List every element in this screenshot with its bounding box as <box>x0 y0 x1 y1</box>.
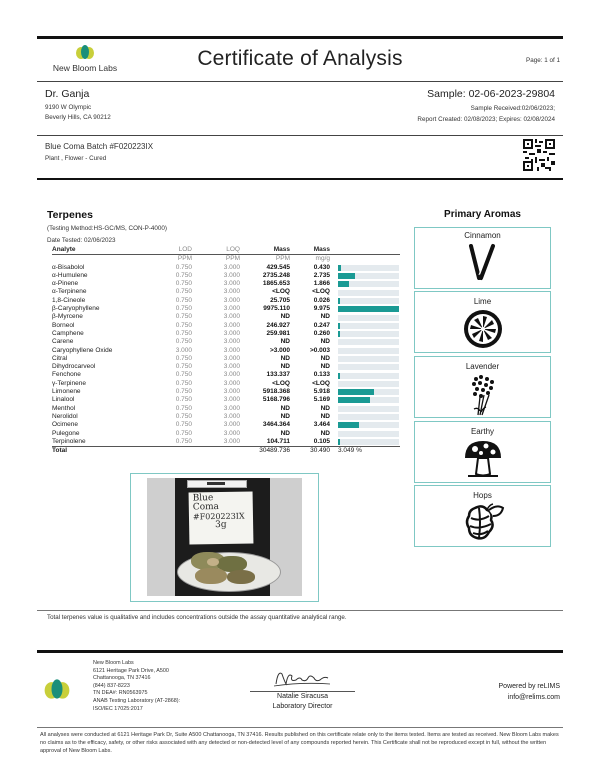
bar-fill <box>338 265 341 271</box>
table-row <box>52 338 400 346</box>
table-row <box>52 363 400 371</box>
loq-cell: 3.000 <box>223 379 240 387</box>
analyte-cell: 1,8-Cineole <box>52 296 86 304</box>
mass-ppm-cell: ND <box>280 354 290 362</box>
lab-contact-line: 6121 Heritage Park Drive, A500 <box>93 667 169 674</box>
loq-cell: 3.000 <box>223 288 240 296</box>
loq-cell: 3.000 <box>223 437 240 445</box>
bar-cell <box>330 322 400 330</box>
aroma-cinnamon <box>414 227 551 289</box>
header-loq: LOQ <box>192 246 240 255</box>
mass-ppm-cell: <LOQ <box>272 288 290 296</box>
lod-cell: 0.750 <box>175 363 192 371</box>
analyte-cell: Ocimene <box>52 421 79 429</box>
mass-ppm-cell: 5918.368 <box>262 388 290 396</box>
aromas-title: Primary Aromas <box>444 209 521 220</box>
mass-ppm-cell: 9975.110 <box>263 305 290 313</box>
mass-ppm-cell: 25.705 <box>270 296 290 304</box>
disclaimer: All analyses were conducted at 6121 Heritage Park Dr, Suite A500 Chattanooga, TN 37416. Results published on this certificate relate only to the items tested. Items are tested as received. New Bloom Labs makes no claims as to the efficacy, safety, or other risks associated with any detected or non-detected level of any compounds reported herein. This Certificate shall not be reproduced except in full, without the written approval of New Bloom Labs. <box>40 732 559 754</box>
qr-code-icon <box>523 139 555 171</box>
bar-track <box>338 306 399 312</box>
bar-track <box>338 422 399 428</box>
report-dates: Report Created: 02/08/2023; Expires: 02/08/2024 <box>417 116 555 123</box>
mass-ppm-cell: ND <box>280 412 290 420</box>
aroma-label-lime: Lime <box>473 297 492 306</box>
mushroom-icon <box>462 438 504 480</box>
bar-fill <box>338 331 340 337</box>
lod-cell: 0.750 <box>175 305 192 313</box>
bar-cell <box>330 405 400 413</box>
mass-ppm-cell: 2735.248 <box>262 271 290 279</box>
bar-fill <box>338 306 399 312</box>
analyte-cell: Fenchone <box>52 371 81 379</box>
bar-fill <box>338 323 340 329</box>
header-rule <box>37 81 563 82</box>
photo-label-line-4: 3g <box>215 519 227 531</box>
analyte-cell: α-Bisabolol <box>52 263 85 271</box>
lod-cell: 0.750 <box>175 321 192 329</box>
top-rule <box>37 36 563 39</box>
aroma-hops <box>414 485 551 547</box>
bar-track <box>338 431 399 437</box>
mass-mg-cell: 0.260 <box>313 329 330 337</box>
bar-cell <box>330 388 400 396</box>
table-row <box>52 421 400 429</box>
sample-id: Sample: 02-06-2023-29804 <box>427 88 555 100</box>
testing-method: (Testing Method:HS-GC/MS, CON-P-4000) <box>47 225 168 232</box>
lab-contact-line: TN DEA#: RN0563975 <box>93 690 148 697</box>
bar-track <box>338 364 399 370</box>
bar-cell <box>330 438 400 447</box>
mass-ppm-cell: ND <box>280 404 290 412</box>
table-row <box>52 380 400 388</box>
loq-cell: 3.000 <box>223 388 240 396</box>
bar-cell <box>330 280 400 288</box>
loq-cell: 3.000 <box>223 263 240 271</box>
lab-name: New Bloom Labs <box>52 63 118 73</box>
client-address-2: Beverly Hills, CA 90212 <box>45 114 111 121</box>
signer-name: Natalie Siracusa <box>277 693 328 700</box>
batch-rule <box>37 178 563 180</box>
mass-ppm-cell: ND <box>280 429 290 437</box>
mass-mg-cell: 0.105 <box>313 437 330 445</box>
loq-cell: 3.000 <box>223 346 240 354</box>
header-analyte: Analyte <box>52 246 146 255</box>
signature-line <box>250 691 355 692</box>
lod-cell: 0.750 <box>175 404 192 412</box>
mass-mg-cell: 2.735 <box>313 271 330 279</box>
lod-cell: 0.750 <box>175 271 192 279</box>
unit-loq: PPM <box>225 255 240 263</box>
bar-cell <box>330 396 400 404</box>
table-row <box>52 347 400 355</box>
table-row <box>52 322 400 330</box>
bar-track <box>338 389 399 395</box>
lab-logo <box>50 44 120 65</box>
bar-track <box>338 348 399 354</box>
client-rule <box>37 135 563 136</box>
mass-mg-cell: ND <box>320 313 330 321</box>
signer-title: Laboratory Director <box>272 703 333 710</box>
bar-cell <box>330 305 400 313</box>
table-row <box>52 430 400 438</box>
photo-label-line-1: Blue <box>192 493 214 504</box>
mass-mg-cell: ND <box>320 363 330 371</box>
mass-mg-cell: 5.169 <box>313 396 330 404</box>
bar-track <box>338 406 399 412</box>
bar-fill <box>338 273 355 279</box>
lod-cell: 0.750 <box>175 263 192 271</box>
analyte-cell: Nerolidol <box>52 412 78 420</box>
signature-image <box>272 668 334 690</box>
header-mass-ppm: Mass <box>240 246 290 255</box>
mass-mg-cell: ND <box>320 354 330 362</box>
lod-cell: 0.750 <box>175 412 192 420</box>
table-row <box>52 330 400 338</box>
loq-cell: 3.000 <box>223 429 240 437</box>
analyte-cell: Terpinolene <box>52 437 86 445</box>
mass-mg-cell: <LOQ <box>312 288 330 296</box>
mass-mg-cell: <LOQ <box>312 379 330 387</box>
bar-cell <box>330 371 400 379</box>
mass-ppm-cell: ND <box>280 338 290 346</box>
mass-mg-cell: ND <box>320 338 330 346</box>
bar-track <box>338 381 399 387</box>
sample-received: Sample Received:02/06/2023; <box>470 105 555 112</box>
table-row <box>52 264 400 272</box>
analyte-cell: Borneol <box>52 321 75 329</box>
bar-track <box>338 414 399 420</box>
analyte-cell: α-Pinene <box>52 280 79 288</box>
unit-ppm: PPM <box>275 255 290 263</box>
mass-mg-cell: 0.026 <box>313 296 330 304</box>
batch-name: Blue Coma Batch #F020223IX <box>45 142 154 151</box>
mass-ppm-cell: 246.927 <box>266 321 290 329</box>
lod-cell: 0.750 <box>175 280 192 288</box>
loq-cell: 3.000 <box>223 296 240 304</box>
analyte-cell: Camphene <box>52 329 84 337</box>
bar-cell <box>330 430 400 438</box>
leaf-logo-icon <box>40 678 74 700</box>
mass-mg-cell: 0.247 <box>313 321 330 329</box>
bar-cell <box>330 363 400 371</box>
bar-track <box>338 439 399 445</box>
loq-cell: 3.000 <box>223 271 240 279</box>
bar-fill <box>338 373 340 379</box>
footer-rule <box>37 650 563 653</box>
bar-track <box>338 323 399 329</box>
loq-cell: 3.000 <box>223 305 240 313</box>
lod-cell: 0.750 <box>175 379 192 387</box>
date-tested: Date Tested: 02/06/2023 <box>47 237 116 244</box>
mass-ppm-cell: ND <box>280 313 290 321</box>
loq-cell: 3.000 <box>223 421 240 429</box>
table-row <box>52 305 400 313</box>
loq-cell: 3.000 <box>223 329 240 337</box>
analyte-cell: Caryophyllene Oxide <box>52 346 113 354</box>
mass-mg-cell: 5.918 <box>313 388 330 396</box>
header-bar <box>330 246 400 255</box>
bar-track <box>338 315 399 321</box>
bar-cell <box>330 347 400 355</box>
lod-cell: 0.750 <box>175 313 192 321</box>
lab-contact-line: ISO/IEC 17025:2017 <box>93 705 143 712</box>
bar-track <box>338 331 399 337</box>
client-address-1: 9190 W Olympic <box>45 104 92 111</box>
lab-contact-line: New Bloom Labs <box>93 660 134 666</box>
table-row <box>52 355 400 363</box>
lime-icon <box>462 308 504 350</box>
loq-cell: 3.000 <box>223 338 240 346</box>
analyte-cell: α-Humulene <box>52 271 88 279</box>
sample-label <box>189 491 254 544</box>
lod-cell: 0.750 <box>175 329 192 337</box>
bar-track <box>338 339 399 345</box>
aroma-earthy <box>414 421 551 483</box>
bar-fill <box>338 397 370 403</box>
lod-cell: 0.750 <box>175 429 192 437</box>
bar-cell <box>330 338 400 346</box>
bar-track <box>338 373 399 379</box>
terpenes-title: Terpenes <box>47 209 93 221</box>
lod-cell: 3.000 <box>175 346 192 354</box>
loq-cell: 3.000 <box>223 321 240 329</box>
mass-mg-cell: ND <box>320 429 330 437</box>
mass-ppm-cell: <LOQ <box>272 379 290 387</box>
mass-ppm-cell: >3.000 <box>269 346 290 354</box>
analyte-cell: Dihydrocarveol <box>52 363 96 371</box>
bar-cell <box>330 380 400 388</box>
terpene-note: Total terpenes value is qualitative and includes concentrations outside the assay quantitative analytical range. <box>47 614 347 621</box>
terpenes-table <box>52 246 400 455</box>
total-pct: 3.049 % <box>330 447 400 456</box>
lod-cell: 0.750 <box>175 437 192 445</box>
loq-cell: 3.000 <box>223 371 240 379</box>
total-label: Total <box>52 447 146 456</box>
unit-lod: PPM <box>177 255 192 263</box>
table-row <box>52 272 400 280</box>
loq-cell: 3.000 <box>223 280 240 288</box>
bar-fill <box>338 298 340 304</box>
mass-mg-cell: 3.464 <box>313 421 330 429</box>
bar-track <box>338 265 399 271</box>
lab-contact-line: (844) 837-8223 <box>93 682 130 689</box>
mass-ppm-cell: 259.981 <box>266 329 290 337</box>
analyte-cell: Limonene <box>52 388 81 396</box>
analyte-cell: β-Myrcene <box>52 313 83 321</box>
bar-track <box>338 298 399 304</box>
table-row <box>52 388 400 396</box>
total-mg: 30.490 <box>290 447 330 456</box>
analyte-cell: Citral <box>52 354 68 362</box>
aroma-label-cinnamon: Cinnamon <box>464 231 501 240</box>
disclaimer-rule <box>37 727 563 728</box>
loq-cell: 3.000 <box>223 396 240 404</box>
photo-label-line-2: Coma <box>192 502 220 513</box>
bar-fill <box>338 439 340 445</box>
sample-photo <box>147 478 302 596</box>
mass-ppm-cell: ND <box>280 363 290 371</box>
table-row <box>52 297 400 305</box>
bar-track <box>338 397 399 403</box>
lod-cell: 0.750 <box>175 354 192 362</box>
page-title: Certificate of Analysis <box>197 47 403 70</box>
mass-mg-cell: 1.866 <box>313 280 330 288</box>
hops-icon <box>461 502 505 544</box>
analyte-cell: Pulegone <box>52 429 80 437</box>
bar-cell <box>330 288 400 296</box>
mass-ppm-cell: 104.711 <box>266 437 290 445</box>
bar-cell <box>330 272 400 280</box>
bar-track <box>338 290 399 296</box>
analyte-cell: α-Terpinene <box>52 288 87 296</box>
lab-contact-line: Chattanooga, TN 37416 <box>93 675 151 682</box>
bar-track <box>338 356 399 362</box>
bar-track <box>338 273 399 279</box>
bar-cell <box>330 330 400 338</box>
analyte-cell: Linalool <box>52 396 75 404</box>
aroma-label-hops: Hops <box>473 491 492 500</box>
bar-cell <box>330 413 400 421</box>
mass-ppm-cell: 3464.364 <box>262 421 290 429</box>
mass-ppm-cell: 5168.796 <box>262 396 290 404</box>
table-row <box>52 371 400 379</box>
batch-type: Plant , Flower - Cured <box>45 155 107 162</box>
total-ppm: 30489.736 <box>240 447 290 456</box>
table-row <box>52 413 400 421</box>
note-rule <box>37 610 563 611</box>
table-row <box>52 405 400 413</box>
header-lod: LOD <box>146 246 192 255</box>
mass-mg-cell: 0.430 <box>313 263 330 271</box>
sample-photo-frame <box>130 473 319 602</box>
powered-by: Powered by reLIMS <box>498 683 560 690</box>
table-row <box>52 438 400 447</box>
page-number: Page: 1 of 1 <box>526 57 560 64</box>
lod-cell: 0.750 <box>175 396 192 404</box>
table-row <box>52 280 400 288</box>
mass-mg-cell: ND <box>320 412 330 420</box>
analyte-cell: γ-Terpinene <box>52 379 86 387</box>
aroma-lavender <box>414 356 551 418</box>
bar-fill <box>338 422 359 428</box>
bar-track <box>338 281 399 287</box>
bar-cell <box>330 313 400 321</box>
lod-cell: 0.750 <box>175 371 192 379</box>
table-row <box>52 396 400 404</box>
bar-fill <box>338 281 349 287</box>
aroma-label-earthy: Earthy <box>470 427 495 436</box>
aroma-lime <box>414 291 551 353</box>
bar-cell <box>330 421 400 429</box>
contact-email: info@relims.com <box>507 694 560 701</box>
lavender-icon <box>466 373 500 417</box>
loq-cell: 3.000 <box>223 363 240 371</box>
leaf-logo-icon <box>74 44 96 60</box>
lod-cell: 0.750 <box>175 288 192 296</box>
loq-cell: 3.000 <box>223 404 240 412</box>
header-mass-mg: Mass <box>290 246 330 255</box>
unit-mg: mg/g <box>315 255 330 263</box>
analyte-cell: β-Caryophyllene <box>52 305 100 313</box>
bar-cell <box>330 355 400 363</box>
loq-cell: 3.000 <box>223 412 240 420</box>
lod-cell: 0.750 <box>175 388 192 396</box>
mass-ppm-cell: 1865.653 <box>262 280 290 288</box>
mass-mg-cell: >0.003 <box>309 346 330 354</box>
unit-analyte <box>52 255 146 264</box>
table-row <box>52 288 400 296</box>
mass-mg-cell: 0.133 <box>313 371 330 379</box>
mass-mg-cell: 9.975 <box>313 305 330 313</box>
lab-contact <box>93 660 180 713</box>
loq-cell: 3.000 <box>223 313 240 321</box>
bar-fill <box>338 389 374 395</box>
lab-contact-line: ANAB Testing Laboratory (AT-2868): <box>93 697 180 704</box>
client-name: Dr. Ganja <box>45 88 90 100</box>
analyte-cell: Menthol <box>52 404 76 412</box>
mass-mg-cell: ND <box>320 404 330 412</box>
lod-cell: 0.750 <box>175 421 192 429</box>
table-row <box>52 313 400 321</box>
mass-ppm-cell: 429.545 <box>266 263 290 271</box>
footer-logo <box>40 678 74 705</box>
lod-cell: 0.750 <box>175 296 192 304</box>
photo-label-line-3: #F020223IX <box>192 511 245 522</box>
lod-cell: 0.750 <box>175 338 192 346</box>
analyte-cell: Carene <box>52 338 74 346</box>
bar-cell <box>330 264 400 272</box>
aroma-label-lavender: Lavender <box>465 362 500 371</box>
bar-cell <box>330 297 400 305</box>
loq-cell: 3.000 <box>223 354 240 362</box>
mass-ppm-cell: 133.337 <box>266 371 290 379</box>
cinnamon-icon <box>465 242 501 282</box>
